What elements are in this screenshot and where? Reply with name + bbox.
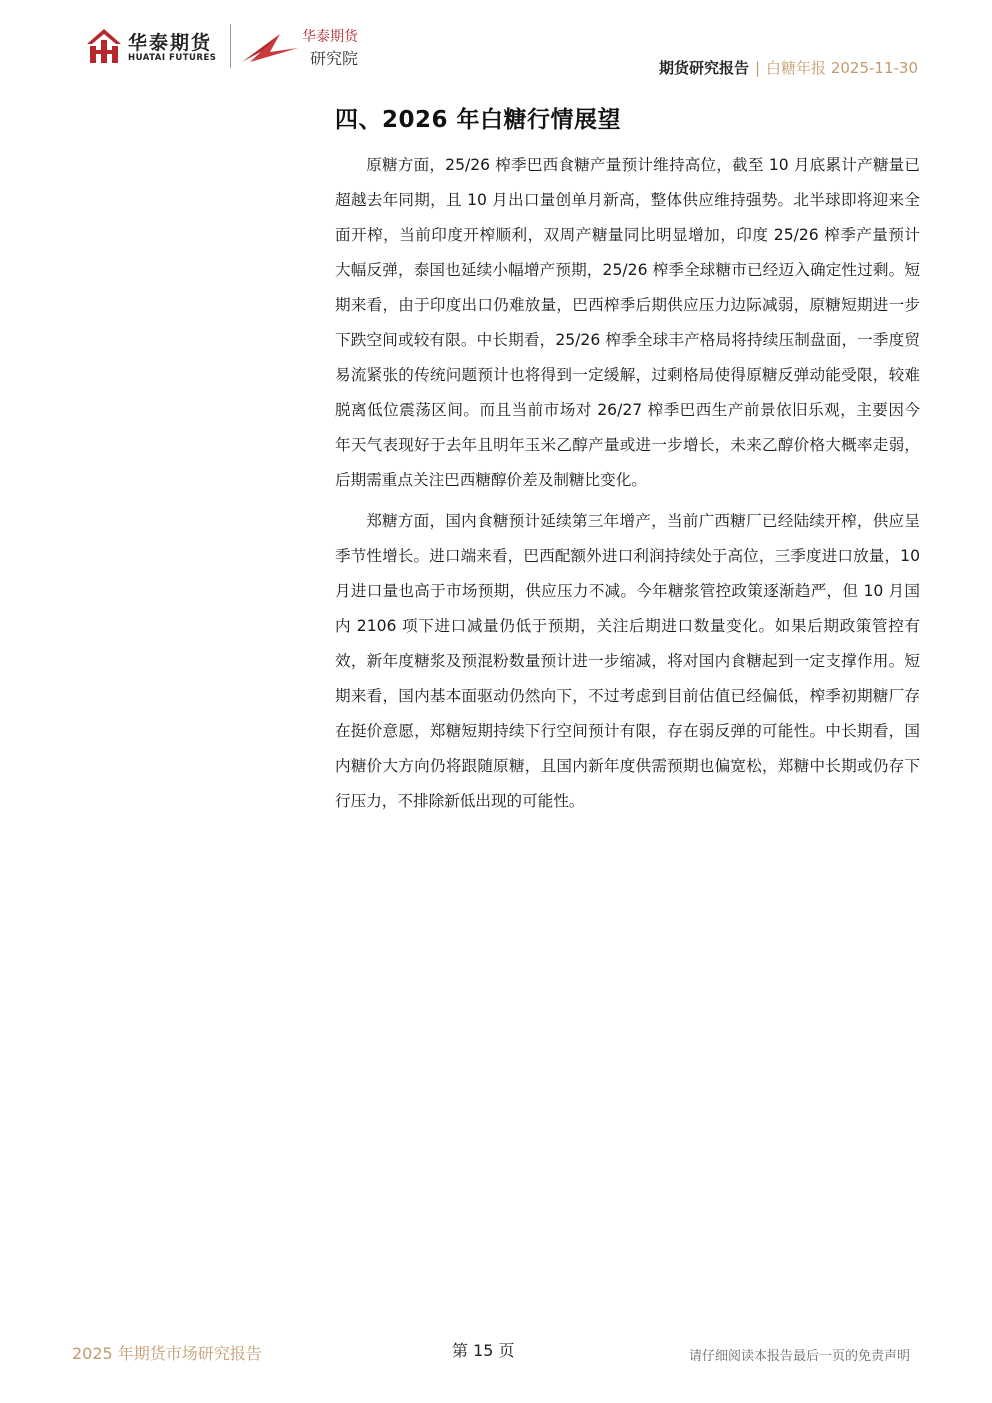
section-title: 四、2026 年白糖行情展望 bbox=[335, 107, 622, 133]
huatai-logo-icon bbox=[86, 28, 122, 64]
institute-name: 研究院 bbox=[310, 49, 359, 68]
footer-disclaimer: 请仔细阅读本报告最后一页的免责声明 bbox=[688, 1349, 910, 1364]
report-title-separator: | bbox=[754, 59, 761, 77]
logo-chinese-name: 华泰期货 bbox=[128, 32, 213, 54]
logo-english-name: HUATAI FUTURES bbox=[128, 53, 217, 63]
report-title bbox=[659, 57, 918, 78]
main-content bbox=[335, 102, 920, 825]
logo-divider bbox=[230, 24, 231, 68]
page-header bbox=[0, 0, 992, 90]
research-institute-logo bbox=[240, 24, 370, 68]
institute-parent-name: 华泰期货 bbox=[302, 29, 358, 45]
huatai-futures-logo bbox=[86, 26, 236, 70]
paragraph-raw-sugar: 原糖方面，25/26 榨季巴西食糖产量预计维持高位，截至 10 月底累计产糖量已超越去年同期，且 10 月出口量创单月新高，整体供应维持强势。北半球即将迎来全面开榨，当前印度开榨顺利，双周产糖量同比明显增加，印度 25/26 榨季产量预计大幅反弹，泰国也延续小幅增产预期，25/26 榨季全球糖市已经迈入确定性过剩。短期来看，由于印度出口仍难放量，巴西榨季后期供应压力边际减弱，原糖短期进一步下跌空间或较有限。中长期看，25/26 榨季全球丰产格局将持续压制盘面，一季度贸易流紧张的传统问题预计也将得到一定缓解，过剩格局使得原糖反弹动能受限，较难脱离低位震荡区间。而且当前市场对 26/27 榨季巴西生产前景依旧乐观，主要因今年天气表现好于去年且明年玉米乙醇产量或进一步增长，未来乙醇价格大概率走弱，后期需重点关注巴西糖醇价差及制糖比变化。 bbox=[335, 156, 920, 489]
report-name: 白糖年报 2025-11-30 bbox=[766, 59, 918, 77]
report-type: 期货研究报告 bbox=[658, 59, 749, 77]
footer-report-series: 2025 年期货市场研究报告 bbox=[72, 1344, 262, 1363]
institute-wing-icon bbox=[240, 28, 302, 64]
paragraph-zhengzhou-sugar: 郑糖方面，国内食糖预计延续第三年增产，当前广西糖厂已经陆续开榨，供应呈季节性增长。进口端来看，巴西配额外进口利润持续处于高位，三季度进口放量，10 月进口量也高于市场预期，供应压力不减。今年糖浆管控政策逐渐趋严，但 10 月国内 2106 项下进口减量仍低于预期，关注后期进口数量变化。如果后期政策管控有效，新年度糖浆及预混粉数量预计进一步缩减，将对国内食糖起到一定支撑作用。短期来看，国内基本面驱动仍然向下，不过考虑到目前估值已经偏低，榨季初期糖厂存在挺价意愿，郑糖短期持续下行空间预计有限，存在弱反弹的可能性。中长期看，国内糖价大方向仍将跟随原糖，且国内新年度供需预期也偏宽松，郑糖中长期或仍存下行压力，不排除新低出现的可能性。 bbox=[335, 512, 920, 810]
page-number: 第 15 页 bbox=[452, 1341, 515, 1360]
